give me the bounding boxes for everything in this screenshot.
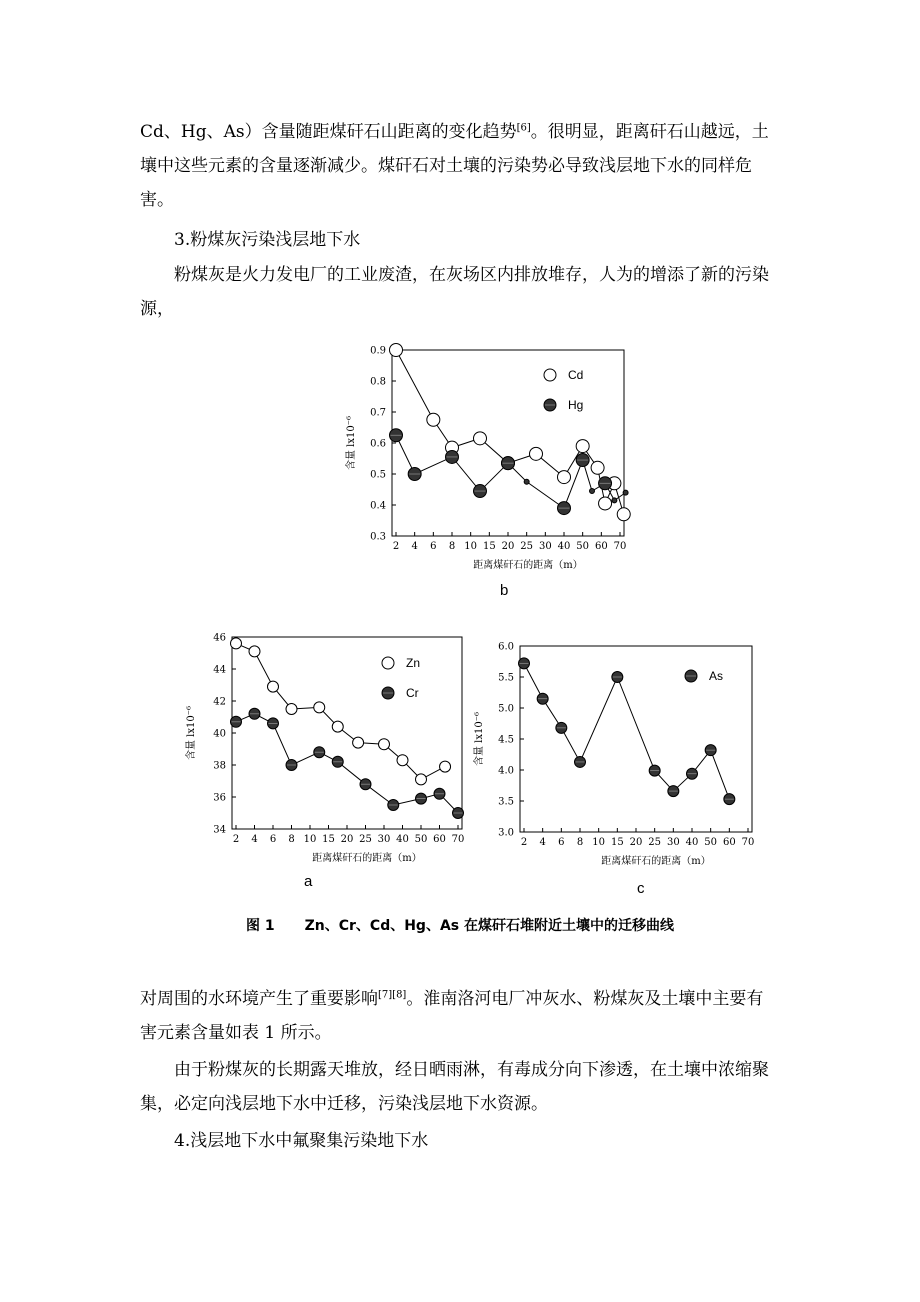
data-point-Zn — [440, 761, 451, 772]
x-tick-label: 10 — [303, 834, 317, 845]
x-tick-label: 30 — [538, 541, 552, 552]
y-tick-label: 34 — [213, 824, 226, 836]
y-tick-label: 5.0 — [498, 703, 514, 715]
data-point-Zn — [416, 774, 427, 785]
y-tick-label: 42 — [213, 696, 226, 708]
data-point-Hg — [612, 498, 617, 503]
x-tick-label: 8 — [288, 834, 295, 845]
paragraph-text: 土壤中这些元素的含量逐渐减少。煤矸石对土壤的污染势必导致浅层地下水的同样危害。 — [140, 122, 769, 210]
data-point-Cd — [591, 461, 604, 474]
data-point-Zn — [379, 739, 390, 750]
section-heading-4: 4.浅层地下水中氟聚集污染地下水 — [174, 1131, 429, 1151]
y-tick-label: 6.0 — [498, 641, 514, 653]
x-tick-label: 50 — [576, 541, 590, 552]
x-axis-label: 距离煤矸石的距离（m） — [312, 853, 422, 864]
data-point-Zn — [231, 638, 242, 649]
data-point-Zn — [332, 721, 343, 732]
x-tick-label: 40 — [685, 837, 699, 848]
x-tick-label: 50 — [414, 834, 428, 845]
y-tick-label: 5.5 — [498, 672, 514, 684]
x-tick-label: 20 — [340, 834, 354, 845]
data-point-Cd — [427, 413, 440, 426]
x-tick-label: 50 — [704, 837, 718, 848]
y-tick-label: 0.3 — [370, 531, 386, 543]
data-point-Hg — [590, 489, 595, 494]
x-tick-label: 60 — [594, 541, 608, 552]
x-tick-label: 25 — [359, 834, 372, 845]
x-tick-label: 30 — [377, 834, 391, 845]
panel-letter-a: a — [304, 873, 313, 890]
data-point-Cd — [390, 344, 403, 357]
paragraph: 由于粉煤灰的长期露天堆放，经日晒雨淋，有毒成分向下渗透，在土壤中浓缩聚集，必定向浅层地下水中迁移，污染浅层地下水资源。 — [140, 1060, 769, 1114]
x-axis-label: 距离煤矸石的距离（m） — [601, 856, 711, 867]
plot-frame — [232, 637, 462, 829]
paragraph-text: Cd、Hg、As）含量随距煤矸石山距离的变化趋势 — [140, 122, 517, 142]
y-tick-label: 0.4 — [370, 500, 386, 512]
x-tick-label: 2 — [520, 837, 528, 848]
data-point-Cd — [558, 471, 571, 484]
x-tick-label: 8 — [576, 837, 584, 848]
series-line-Hg — [396, 435, 626, 508]
legend-label-Cd: Cd — [568, 368, 584, 382]
data-point-Zn — [286, 704, 297, 715]
x-tick-label: 40 — [557, 541, 571, 552]
x-tick-label: 6 — [558, 837, 565, 848]
y-tick-label: 3.5 — [498, 796, 514, 808]
data-point-Zn — [397, 755, 408, 766]
data-point-Cd — [599, 497, 612, 510]
data-point-Cd — [617, 508, 630, 521]
x-tick-label: 20 — [501, 541, 515, 552]
y-tick-label: 0.6 — [370, 438, 386, 450]
x-tick-label: 25 — [520, 541, 534, 552]
y-axis-label: 含量 lx10⁻⁶ — [474, 711, 485, 767]
paragraph-continued — [140, 982, 780, 1050]
x-tick-label: 20 — [629, 837, 643, 848]
data-point-Zn — [268, 681, 279, 692]
y-tick-label: 0.8 — [370, 376, 386, 388]
legend-label-Hg: Hg — [568, 398, 584, 412]
data-point-Hg — [623, 490, 628, 495]
y-tick-label: 38 — [213, 760, 226, 772]
chart-c — [455, 632, 775, 872]
y-axis-label: 含量 lx10⁻⁶ — [346, 415, 357, 471]
y-tick-label: 4.5 — [498, 734, 514, 746]
x-axis-label: 距离煤矸石的距离（m） — [473, 560, 583, 571]
data-point-Zn — [314, 702, 325, 713]
x-tick-label: 15 — [610, 837, 624, 848]
x-tick-label: 70 — [741, 837, 755, 848]
x-tick-label: 70 — [451, 834, 465, 845]
x-tick-label: 6 — [269, 834, 277, 845]
y-tick-label: 46 — [213, 632, 226, 644]
y-tick-label: 36 — [213, 792, 226, 804]
chart-b — [320, 335, 640, 580]
x-tick-label: 15 — [322, 834, 335, 845]
y-axis-label: 含量 lx10⁻⁶ — [186, 705, 197, 761]
citation-ref: [7][8] — [378, 989, 407, 1001]
paragraph: 粉煤灰是火力发电厂的工业废渣，在灰场区内排放堆存，人为的增添了新的污染源， — [140, 265, 769, 319]
y-tick-label: 0.9 — [370, 345, 386, 357]
chart-a — [150, 625, 480, 870]
figure-caption-text: Zn、Cr、Cd、Hg、As 在煤矸石堆附近土壤中的迁移曲线 — [304, 918, 674, 934]
y-tick-label: 0.5 — [370, 469, 386, 481]
x-tick-label: 6 — [430, 541, 437, 552]
x-tick-label: 30 — [666, 837, 680, 848]
x-tick-label: 8 — [448, 541, 456, 552]
y-tick-label: 0.7 — [370, 407, 386, 419]
legend-marker-Zn — [382, 657, 394, 669]
y-tick-label: 44 — [213, 664, 226, 676]
data-point-Zn — [353, 737, 364, 748]
data-point-Zn — [249, 646, 260, 657]
x-tick-label: 4 — [251, 834, 258, 845]
legend-marker-Cd — [544, 369, 556, 381]
paragraph-text: 。淮南洛河电厂冲灰水、粉煤灰及土壤中主要有害元素含量如表 1 所示。 — [140, 989, 764, 1043]
x-tick-label: 4 — [539, 837, 546, 848]
y-tick-label: 3.0 — [498, 827, 514, 839]
series-line-As — [524, 663, 729, 799]
legend-label-As: As — [709, 669, 724, 683]
panel-letter-b: b — [500, 582, 509, 599]
data-point-Cd — [576, 440, 589, 453]
x-tick-label: 10 — [464, 541, 478, 552]
figure-caption — [140, 915, 780, 935]
x-tick-label: 60 — [433, 834, 446, 845]
x-tick-label: 70 — [613, 541, 627, 552]
x-tick-label: 2 — [392, 541, 400, 552]
panel-letter-c: c — [637, 880, 645, 897]
figure-number: 图 1 — [246, 918, 275, 934]
citation-ref: [6] — [516, 122, 531, 134]
x-tick-label: 15 — [482, 541, 496, 552]
data-point-Hg — [524, 479, 529, 484]
y-tick-label: 4.0 — [498, 765, 514, 777]
x-tick-label: 25 — [648, 837, 662, 848]
x-tick-label: 40 — [396, 834, 409, 845]
y-tick-label: 40 — [213, 728, 226, 740]
data-point-Cd — [530, 447, 543, 460]
paragraph-text: 对周围的水环境产生了重要影响 — [140, 989, 378, 1009]
x-tick-label: 4 — [411, 541, 418, 552]
plot-frame — [392, 350, 624, 536]
x-tick-label: 60 — [722, 837, 736, 848]
paragraph-continued — [140, 115, 780, 217]
x-tick-label: 10 — [592, 837, 606, 848]
x-tick-label: 2 — [232, 834, 240, 845]
legend-label-Cr: Cr — [406, 686, 419, 700]
paragraph-text: 。很明显，距离矸石山越远， — [530, 122, 752, 142]
section-heading-3: 3.粉煤灰污染浅层地下水 — [174, 230, 361, 250]
data-point-Cd — [474, 432, 487, 445]
legend-label-Zn: Zn — [406, 656, 421, 670]
